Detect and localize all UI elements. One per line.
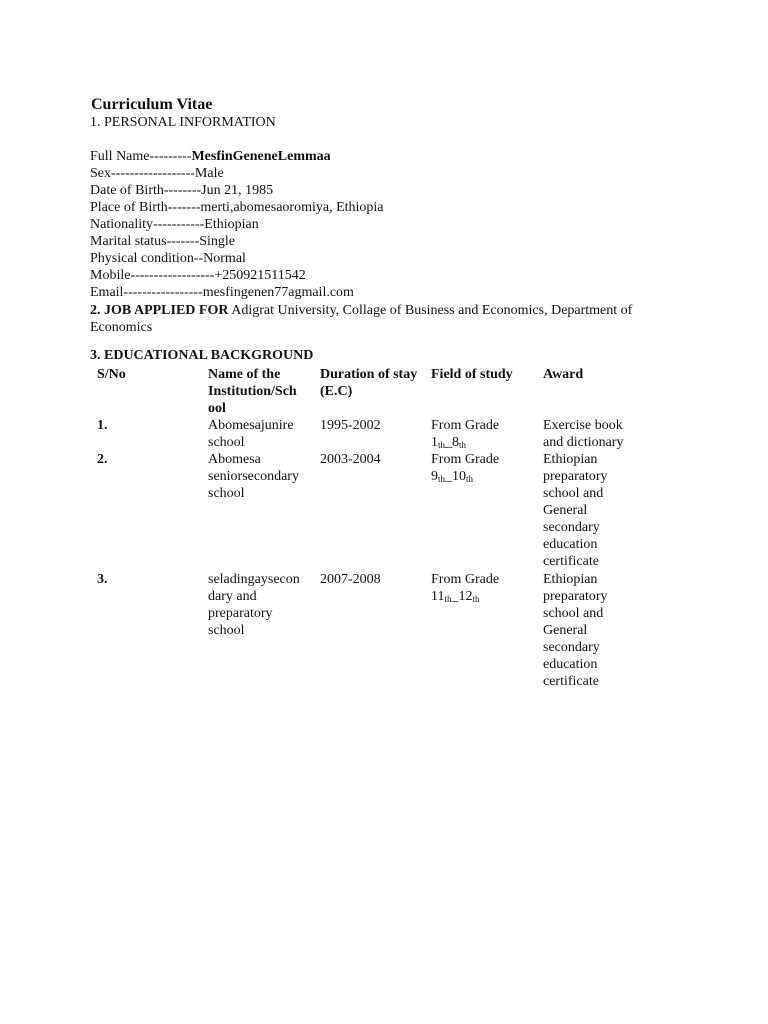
info-value: MesfinGeneneLemmaa (191, 149, 331, 164)
table-cell-award: Exercise book and dictionary (543, 418, 624, 450)
job-applied (90, 302, 680, 336)
info-value: Male (194, 166, 224, 181)
table-header-award: Award (543, 367, 584, 382)
field-to-suffix: th (459, 440, 467, 450)
info-value: Single (199, 234, 236, 249)
info-value: +250921511542 (214, 268, 306, 283)
info-label: Nationality----------- (90, 217, 205, 232)
field-to: _12 (451, 589, 473, 604)
table-cell-institution: Abomesajunire school (208, 418, 294, 450)
info-place-of-birth (90, 199, 384, 216)
table-cell-sno: 2. (97, 452, 108, 467)
info-value: Jun 21, 1985 (201, 183, 274, 198)
info-email (90, 284, 354, 301)
info-label: Marital status------- (90, 234, 200, 249)
info-nationality (90, 216, 259, 233)
info-value: Normal (203, 251, 246, 266)
info-full-name (90, 148, 331, 165)
field-from: 11 (431, 589, 445, 604)
info-label: Sex------------------ (90, 166, 195, 181)
info-label: Email----------------- (90, 285, 203, 300)
table-cell-sno: 1. (97, 418, 108, 433)
table-header-duration: Duration of stay (E.C) (320, 367, 418, 399)
info-label: Mobile------------------ (90, 268, 215, 283)
field-to: _10 (445, 469, 467, 484)
table-cell-duration: 1995-2002 (320, 418, 381, 433)
section-education-heading: 3. EDUCATIONAL BACKGROUND (90, 348, 314, 363)
field-prefix: From Grade (431, 418, 500, 433)
job-text: Adigrat University, Collage of Business and Economics, Department of Economics (90, 303, 633, 335)
section-personal-heading: 1. PERSONAL INFORMATION (90, 115, 276, 130)
info-marital-status (90, 233, 235, 250)
table-header-sno: S/No (97, 367, 126, 382)
info-label: Place of Birth------- (90, 200, 201, 215)
field-from-suffix: th (438, 440, 446, 450)
table-cell-sno: 3. (97, 572, 108, 587)
field-from-suffix: th (444, 594, 452, 604)
table-cell-field (431, 571, 536, 605)
info-physical-condition (90, 250, 246, 267)
info-value: Ethiopian (204, 217, 259, 232)
table-cell-institution: Abomesa seniorsecondary school (208, 452, 299, 501)
table-header-field: Field of study (431, 367, 513, 382)
field-prefix: From Grade (431, 572, 500, 587)
info-date-of-birth (90, 182, 273, 199)
info-value: mesfingenen77agmail.com (202, 285, 354, 300)
table-cell-duration: 2003-2004 (320, 452, 381, 467)
field-prefix: From Grade (431, 452, 500, 467)
info-mobile (90, 267, 306, 284)
table-cell-field (431, 451, 536, 485)
field-to: _8 (445, 435, 460, 450)
job-label: 2. JOB APPLIED FOR (90, 303, 229, 318)
table-header-institution: Name of the Institution/Sch ool (208, 367, 297, 416)
field-to-suffix: th (472, 594, 480, 604)
table-cell-duration: 2007-2008 (320, 572, 381, 587)
table-cell-award: Ethiopian preparatory school and General secondary education certificate (543, 572, 608, 689)
table-cell-award: Ethiopian preparatory school and General secondary education certificate (543, 452, 608, 569)
info-sex (90, 165, 224, 182)
table-cell-institution: seladingaysecon dary and preparatory school (208, 572, 300, 638)
info-value: merti,abomesaoromiya, Ethiopia (200, 200, 384, 215)
document-title: Curriculum Vitae (91, 96, 213, 113)
field-to-suffix: th (466, 474, 474, 484)
table-cell-field (431, 417, 536, 451)
field-from-suffix: th (438, 474, 446, 484)
field-from: 9 (431, 469, 438, 484)
info-label: Full Name--------- (90, 149, 192, 164)
field-from: 1 (431, 435, 438, 450)
info-label: Date of Birth-------- (90, 183, 202, 198)
info-label: Physical condition-- (90, 251, 204, 266)
